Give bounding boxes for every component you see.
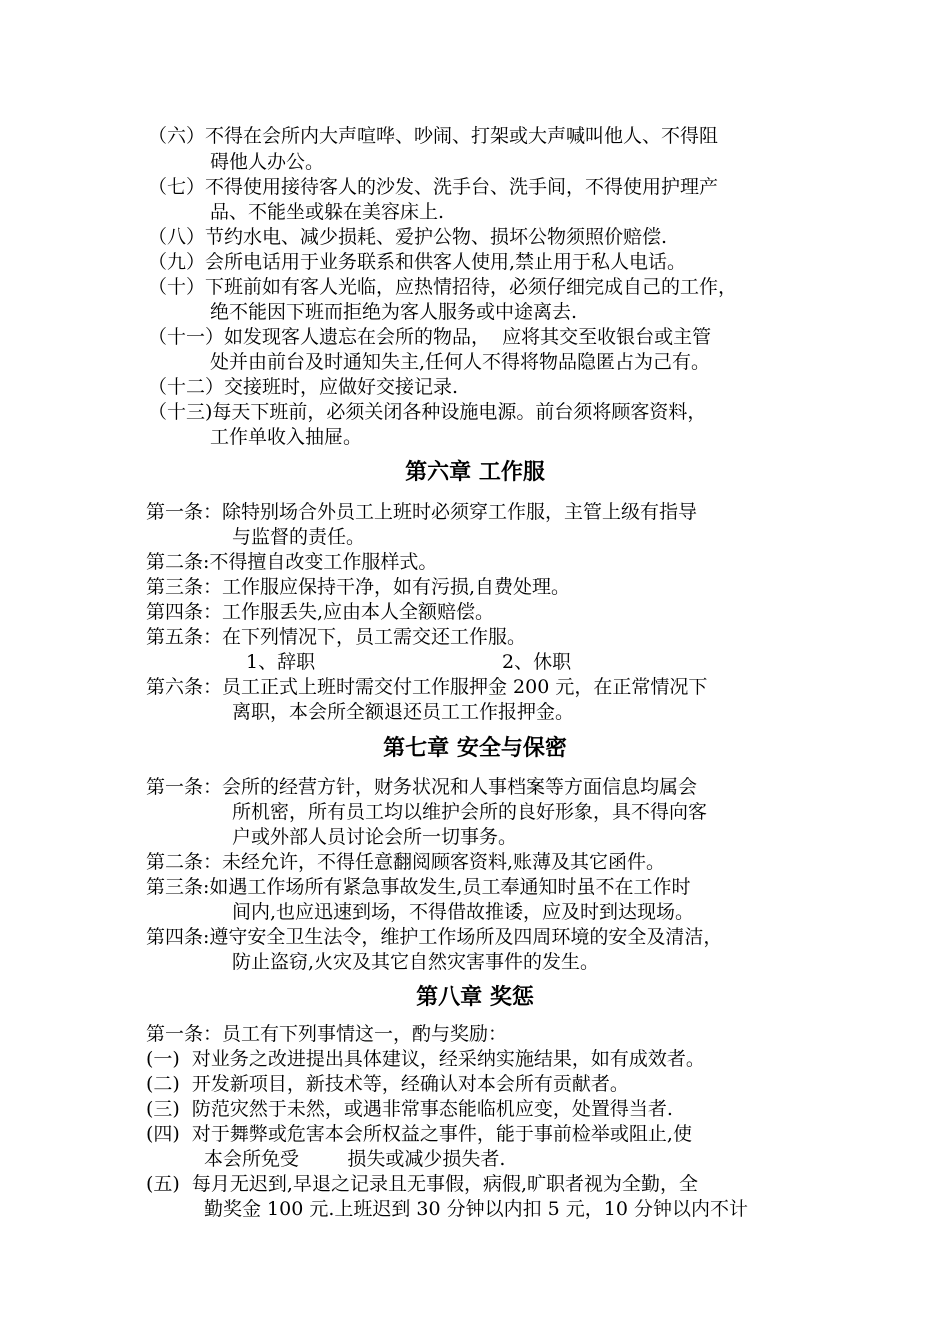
rule-item-7-line2: 品、不能坐或躲在美容床上. <box>210 201 445 223</box>
ch7-article-2: 第二条：未经允许，不得任意翻阅顾客资料,账薄及其它函件。 <box>146 851 666 873</box>
ch8-item-4-line2: 本会所免受 损失或减少损失者. <box>204 1148 506 1170</box>
ch6-article-6-line2: 离职，本会所全额退还员工工作报押金。 <box>232 701 575 723</box>
ch8-item-5-line1: (五) 每月无迟到,早退之记录且无事假，病假,旷职者视为全勤，全 <box>146 1173 698 1195</box>
ch6-article-1-line1: 第一条：除特别场合外员工上班时必须穿工作服，主管上级有指导 <box>146 501 698 523</box>
rule-item-10-line1: （十）下班前如有客人光临，应热情招待，必须仔细完成自己的工作， <box>148 276 738 298</box>
ch6-article-6-line1: 第六条：员工正式上班时需交付工作服押金 200 元，在正常情况下 <box>146 676 708 698</box>
ch7-article-1-line2: 所机密，所有员工均以维护会所的良好形象，具不得向客 <box>232 801 708 823</box>
ch8-intro: 第一条：员工有下列事情这一，酌与奖励： <box>146 1023 508 1045</box>
rule-item-7-line1: （七）不得使用接待客人的沙发、洗手台、洗手间，不得使用护理产 <box>148 176 719 198</box>
ch6-article-4: 第四条：工作服丢失,应由本人全额赔偿。 <box>146 601 495 623</box>
ch8-item-5-line2: 勤奖金 100 元.上班迟到 30 分钟以内扣 5 元，10 分钟以内不计 <box>204 1198 749 1220</box>
chapter-7-title: 第七章 安全与保密 <box>383 735 567 761</box>
rule-item-12: （十二）交接班时，应做好交接记录. <box>148 376 459 398</box>
rule-item-13-line1: （十三)每天下班前，必须关闭各种设施电源。前台须将顾客资料， <box>148 401 707 423</box>
ch6-option-resign: 1、辞职 <box>246 651 316 673</box>
rule-item-6-line2: 碍他人办公。 <box>210 151 325 173</box>
rule-item-11-line2: 处并由前台及时通知失主,任何人不得将物品隐匿占为己有。 <box>210 351 711 373</box>
ch6-article-3: 第三条：工作服应保持干净，如有污损,自费处理。 <box>146 576 571 598</box>
ch7-article-1-line3: 户或外部人员讨论会所一切事务。 <box>232 826 518 848</box>
ch6-option-leave: 2、休职 <box>502 651 572 673</box>
ch6-article-1-line2: 与监督的责任。 <box>232 526 366 548</box>
ch7-article-1-line1: 第一条：会所的经营方针，财务状况和人事档案等方面信息均属会 <box>146 776 698 798</box>
ch7-article-4-line2: 防止盗窃,火灾及其它自然灾害事件的发生。 <box>232 951 600 973</box>
rule-item-6-line1: （六）不得在会所内大声喧哗、吵闹、打架或大声喊叫他人、不得阻 <box>148 125 719 147</box>
rule-item-11-line1: （十一）如发现客人遗忘在会所的物品， 应将其交至收银台或主管 <box>148 326 712 348</box>
rule-item-13-line2: 工作单收入抽屉。 <box>210 426 363 448</box>
ch8-item-4-line1: (四) 对于舞弊或危害本会所权益之事件，能于事前检举或阻止,使 <box>146 1123 692 1145</box>
rule-item-9: （九）会所电话用于业务联系和供客人使用,禁止用于私人电话。 <box>148 251 687 273</box>
ch8-item-1: (一) 对业务之改进提出具体建议，经采纳实施结果，如有成效者。 <box>146 1048 705 1070</box>
ch7-article-3-line1: 第三条:如遇工作场所有紧急事故发生,员工奉通知时虽不在工作时 <box>146 876 691 898</box>
chapter-6-title: 第六章 工作服 <box>405 459 545 485</box>
ch8-item-3: (三) 防范灾然于未然，或遇非常事态能临机应变，处置得当者. <box>146 1098 673 1120</box>
ch7-article-4-line1: 第四条:遵守安全卫生法令，维护工作场所及四周环境的安全及清洁， <box>146 926 723 948</box>
ch8-item-2: (二) 开发新项目，新技术等，经确认对本会所有贡献者。 <box>146 1073 629 1095</box>
ch7-article-3-line2: 间内,也应迅速到场，不得借故推诿，应及时到达现场。 <box>232 901 695 923</box>
ch6-article-2: 第二条:不得擅自改变工作服样式。 <box>146 551 438 573</box>
chapter-8-title: 第八章 奖惩 <box>416 984 534 1010</box>
ch6-article-5: 第五条：在下列情况下，员工需交还工作服。 <box>146 626 527 648</box>
rule-item-10-line2: 绝不能因下班而拒绝为客人服务或中途离去. <box>210 301 578 323</box>
rule-item-8: （八）节约水电、减少损耗、爱护公物、损坏公物须照价赔偿. <box>148 226 668 248</box>
